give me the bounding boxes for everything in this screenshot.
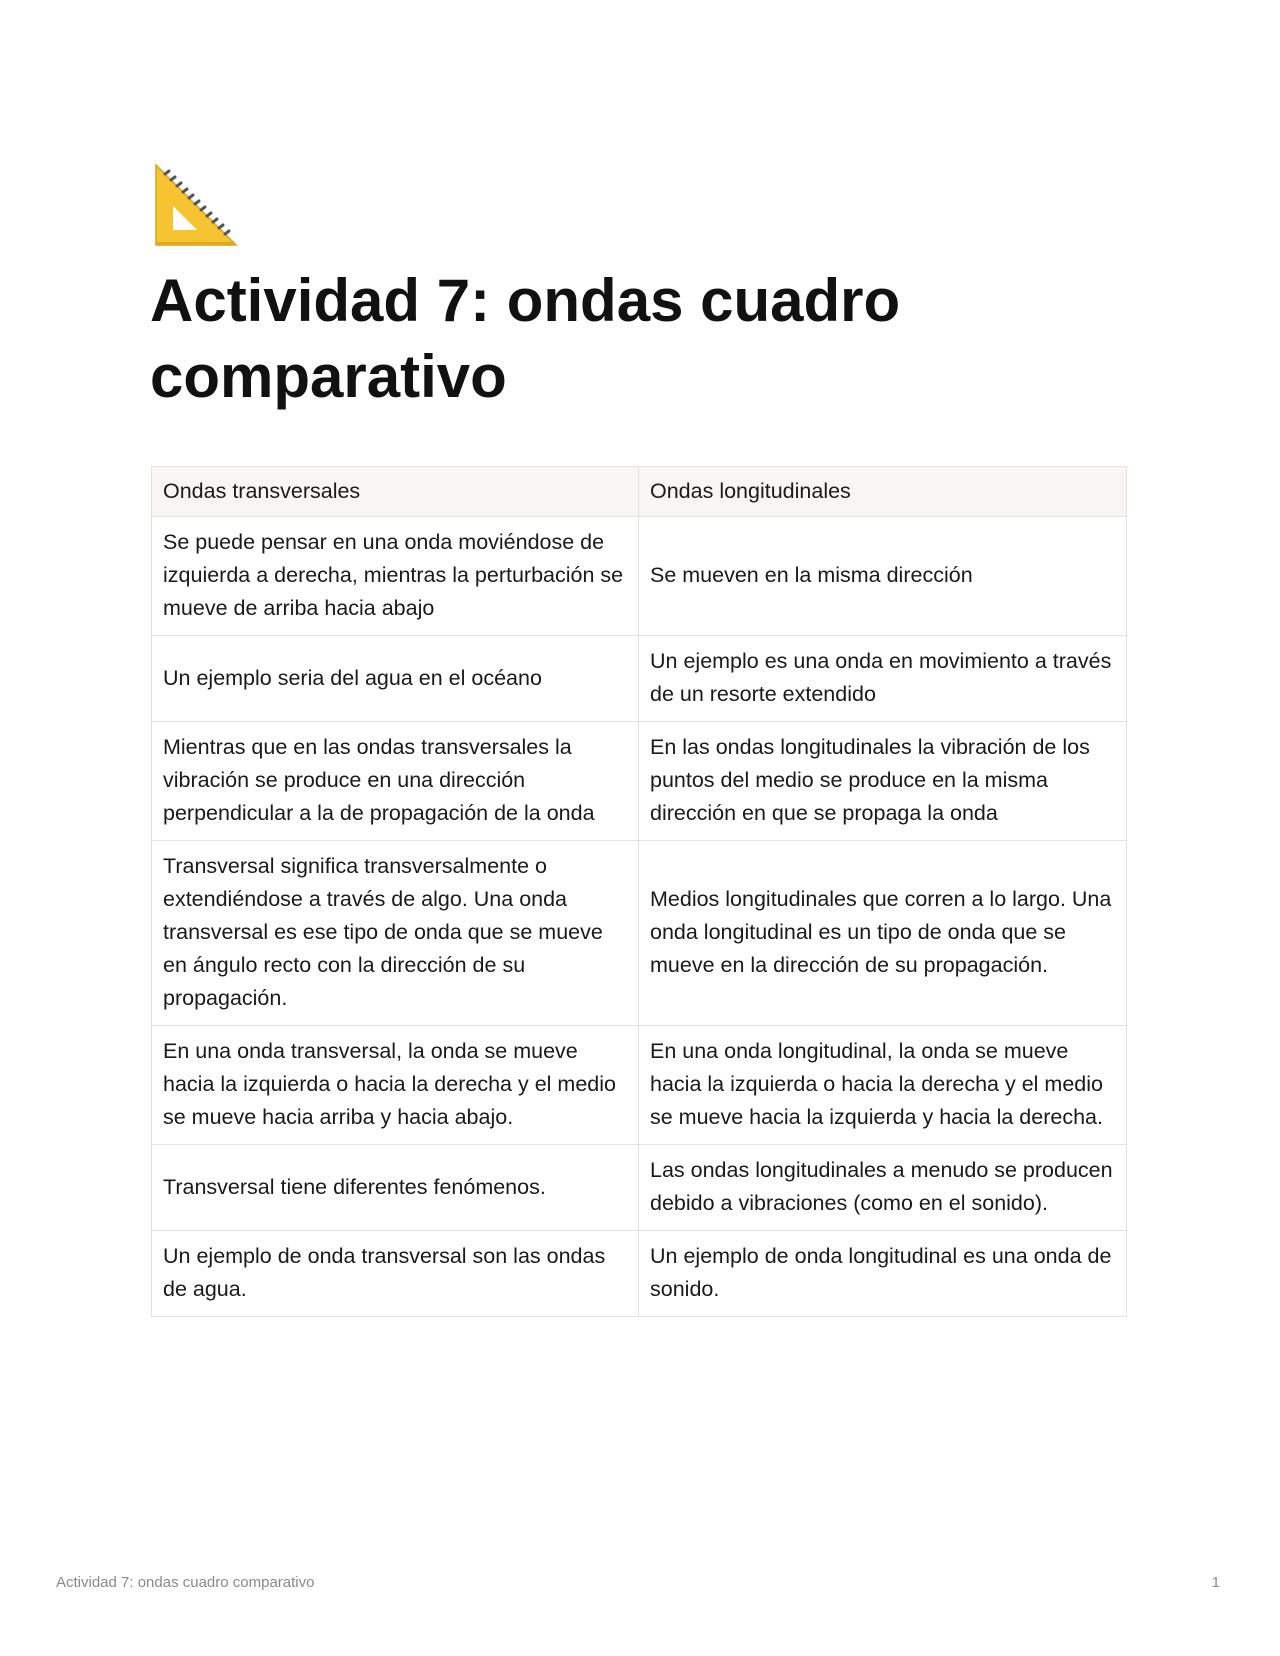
table-cell: En una onda transversal, la onda se mueve hacia la izquierda o hacia la derecha y el medio se mueve hacia arriba y hacia abajo.	[152, 1026, 639, 1145]
table-cell: Transversal tiene diferentes fenómenos.	[152, 1145, 639, 1231]
table-cell: En una onda longitudinal, la onda se mueve hacia la izquierda o hacia la derecha y el medio se mueve hacia la izquierda y hacia la derecha.	[639, 1026, 1127, 1145]
table-cell: Las ondas longitudinales a menudo se producen debido a vibraciones (como en el sonido).	[639, 1145, 1127, 1231]
page-title: Actividad 7: ondas cuadro comparativo	[150, 267, 901, 410]
table-row	[152, 1231, 1127, 1317]
table-row	[152, 841, 1127, 1026]
footer-document-title: Actividad 7: ondas cuadro comparativo	[56, 1574, 315, 1591]
table-cell: Un ejemplo es una onda en movimiento a través de un resorte extendido	[639, 636, 1127, 722]
table-row	[152, 1145, 1127, 1231]
table-cell: Se puede pensar en una onda moviéndose de izquierda a derecha, mientras la perturbación se mueve de arriba hacia abajo	[152, 517, 639, 636]
table-cell: Se mueven en la misma dirección	[639, 517, 1127, 636]
table-row	[152, 517, 1127, 636]
table-row	[152, 722, 1127, 841]
table-cell: En las ondas longitudinales la vibración de los puntos del medio se produce en la misma dirección en que se propaga la onda	[639, 722, 1127, 841]
column-header-transversales: Ondas transversales	[152, 467, 639, 517]
table-cell: Mientras que en las ondas transversales la vibración se produce en una dirección perpendicular a la de propagación de la onda	[152, 722, 639, 841]
table-header-row	[152, 467, 1127, 517]
triangular-ruler-icon	[153, 162, 239, 248]
table-cell: Transversal significa transversalmente o extendiéndose a través de algo. Una onda transversal es ese tipo de onda que se mueve en ángulo recto con la dirección de su propagación.	[152, 841, 639, 1026]
table-row	[152, 1026, 1127, 1145]
column-header-longitudinales: Ondas longitudinales	[639, 467, 1127, 517]
comparison-table	[151, 466, 1127, 1317]
table-cell: Un ejemplo de onda longitudinal es una onda de sonido.	[639, 1231, 1127, 1317]
table-cell: Un ejemplo de onda transversal son las ondas de agua.	[152, 1231, 639, 1317]
page-number: 1	[1211, 1574, 1220, 1591]
table-cell: Medios longitudinales que corren a lo largo. Una onda longitudinal es un tipo de onda que se mueve en la dirección de su propagación.	[639, 841, 1127, 1026]
table-row	[152, 636, 1127, 722]
table-cell: Un ejemplo seria del agua en el océano	[152, 636, 639, 722]
